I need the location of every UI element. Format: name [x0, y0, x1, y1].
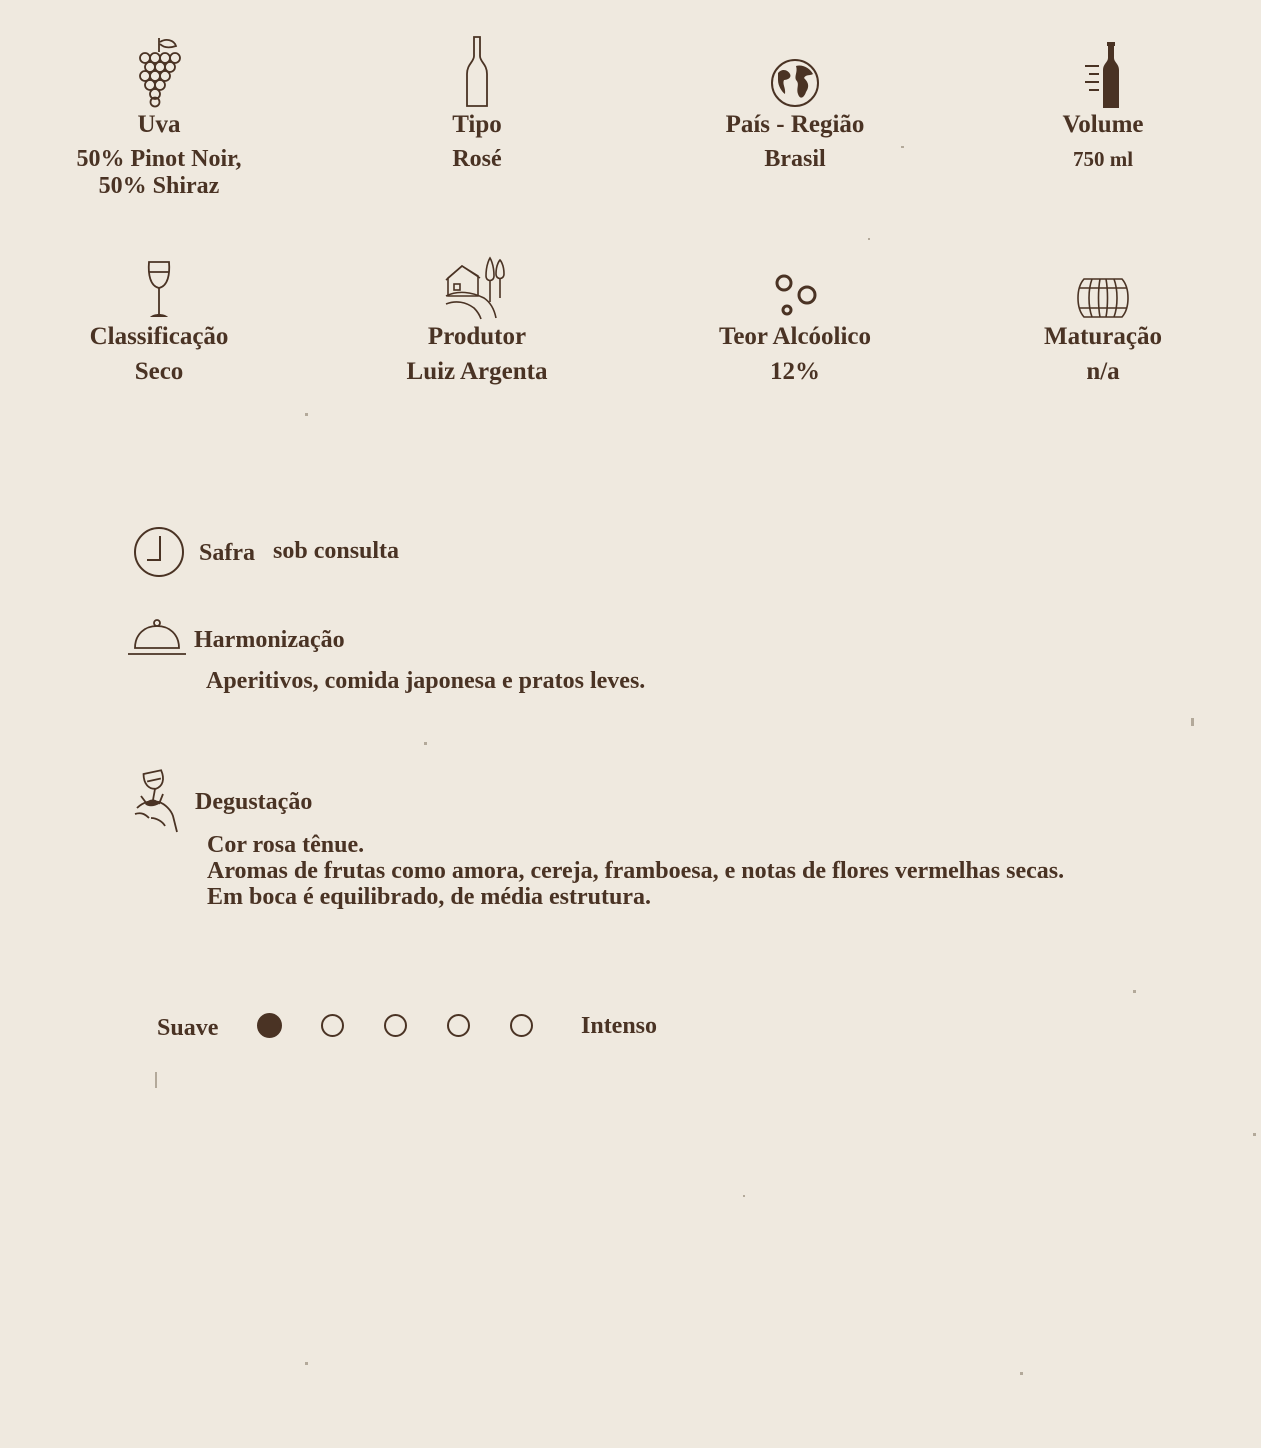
bottle-outline-icon [465, 36, 489, 108]
intensity-max-label: Intenso [581, 1013, 658, 1039]
spec-value-line: 50% Shiraz [98, 173, 220, 199]
paper-speck [743, 1195, 745, 1197]
spec-uva [29, 36, 289, 200]
paper-speck [1133, 990, 1136, 993]
clock-icon [133, 526, 185, 578]
paper-speck [868, 238, 870, 240]
safra-row [133, 526, 399, 578]
degustacao-header [133, 768, 312, 834]
intensity-dot-filled [257, 1013, 282, 1038]
spec-pais-regiao [665, 36, 925, 173]
spec-label: Uva [137, 111, 181, 138]
spec-maturacao [973, 248, 1233, 385]
paper-speck [305, 413, 308, 416]
spec-label: Volume [1062, 111, 1144, 138]
tasting-icon [133, 768, 181, 834]
vineyard-icon [444, 256, 510, 320]
spec-value: 750 ml [1072, 147, 1134, 171]
harmonizacao-header [127, 618, 345, 656]
spec-produtor [347, 248, 607, 385]
spec-value [29, 146, 289, 200]
cloche-icon [127, 618, 187, 656]
paper-speck [155, 1072, 157, 1088]
safra-value: sob consulta [273, 537, 400, 564]
intensity-dot-empty [321, 1014, 344, 1037]
spec-value: Brasil [764, 146, 826, 172]
spec-value: Rosé [452, 146, 502, 172]
intensity-min-label: Suave [157, 1015, 219, 1041]
bottle-volume-icon [1081, 36, 1125, 108]
degustacao-line: Em boca é equilibrado, de média estrutura. [207, 884, 651, 910]
grapes-icon [136, 36, 182, 108]
paper-speck [1191, 718, 1194, 726]
spec-value: Luiz Argenta [406, 358, 548, 385]
spec-label: Maturação [1043, 323, 1163, 350]
spec-tipo [347, 36, 607, 173]
intensity-dot-empty [384, 1014, 407, 1037]
degustacao-text [207, 832, 1064, 910]
spec-value: Seco [134, 358, 184, 385]
barrel-icon [1074, 276, 1132, 320]
spec-label: Classificação [89, 323, 229, 350]
spec-label: Teor Alcóolico [718, 323, 872, 350]
safra-label: Safra [199, 539, 255, 566]
spec-label: Tipo [452, 111, 502, 138]
harmonizacao-text: Aperitivos, comida japonesa e pratos leves. [206, 668, 646, 694]
spec-classificacao [29, 248, 289, 385]
spec-value-line: 50% Pinot Noir, [76, 146, 242, 172]
paper-speck [305, 1362, 308, 1365]
spec-value: 12% [770, 358, 820, 385]
intensity-dot-empty [447, 1014, 470, 1037]
spec-value: n/a [1086, 358, 1120, 385]
spec-volume [973, 36, 1233, 173]
degustacao-line: Cor rosa tênue. [207, 832, 365, 858]
globe-icon [770, 58, 820, 108]
paper-speck [424, 742, 427, 745]
spec-label: Produtor [427, 323, 527, 350]
degustacao-line: Aromas de frutas como amora, cereja, framboesa, e notas de flores vermelhas secas. [207, 858, 1065, 884]
spec-label: País - Região [725, 111, 865, 138]
degustacao-label: Degustação [195, 788, 313, 815]
paper-speck [1253, 1133, 1256, 1136]
intensity-dot-empty [510, 1014, 533, 1037]
bubbles-icon [770, 270, 820, 320]
wine-glass-icon [146, 260, 172, 320]
spec-teor-alcoolico [665, 248, 925, 385]
paper-speck [1020, 1372, 1023, 1375]
harmonizacao-label: Harmonização [194, 626, 345, 653]
